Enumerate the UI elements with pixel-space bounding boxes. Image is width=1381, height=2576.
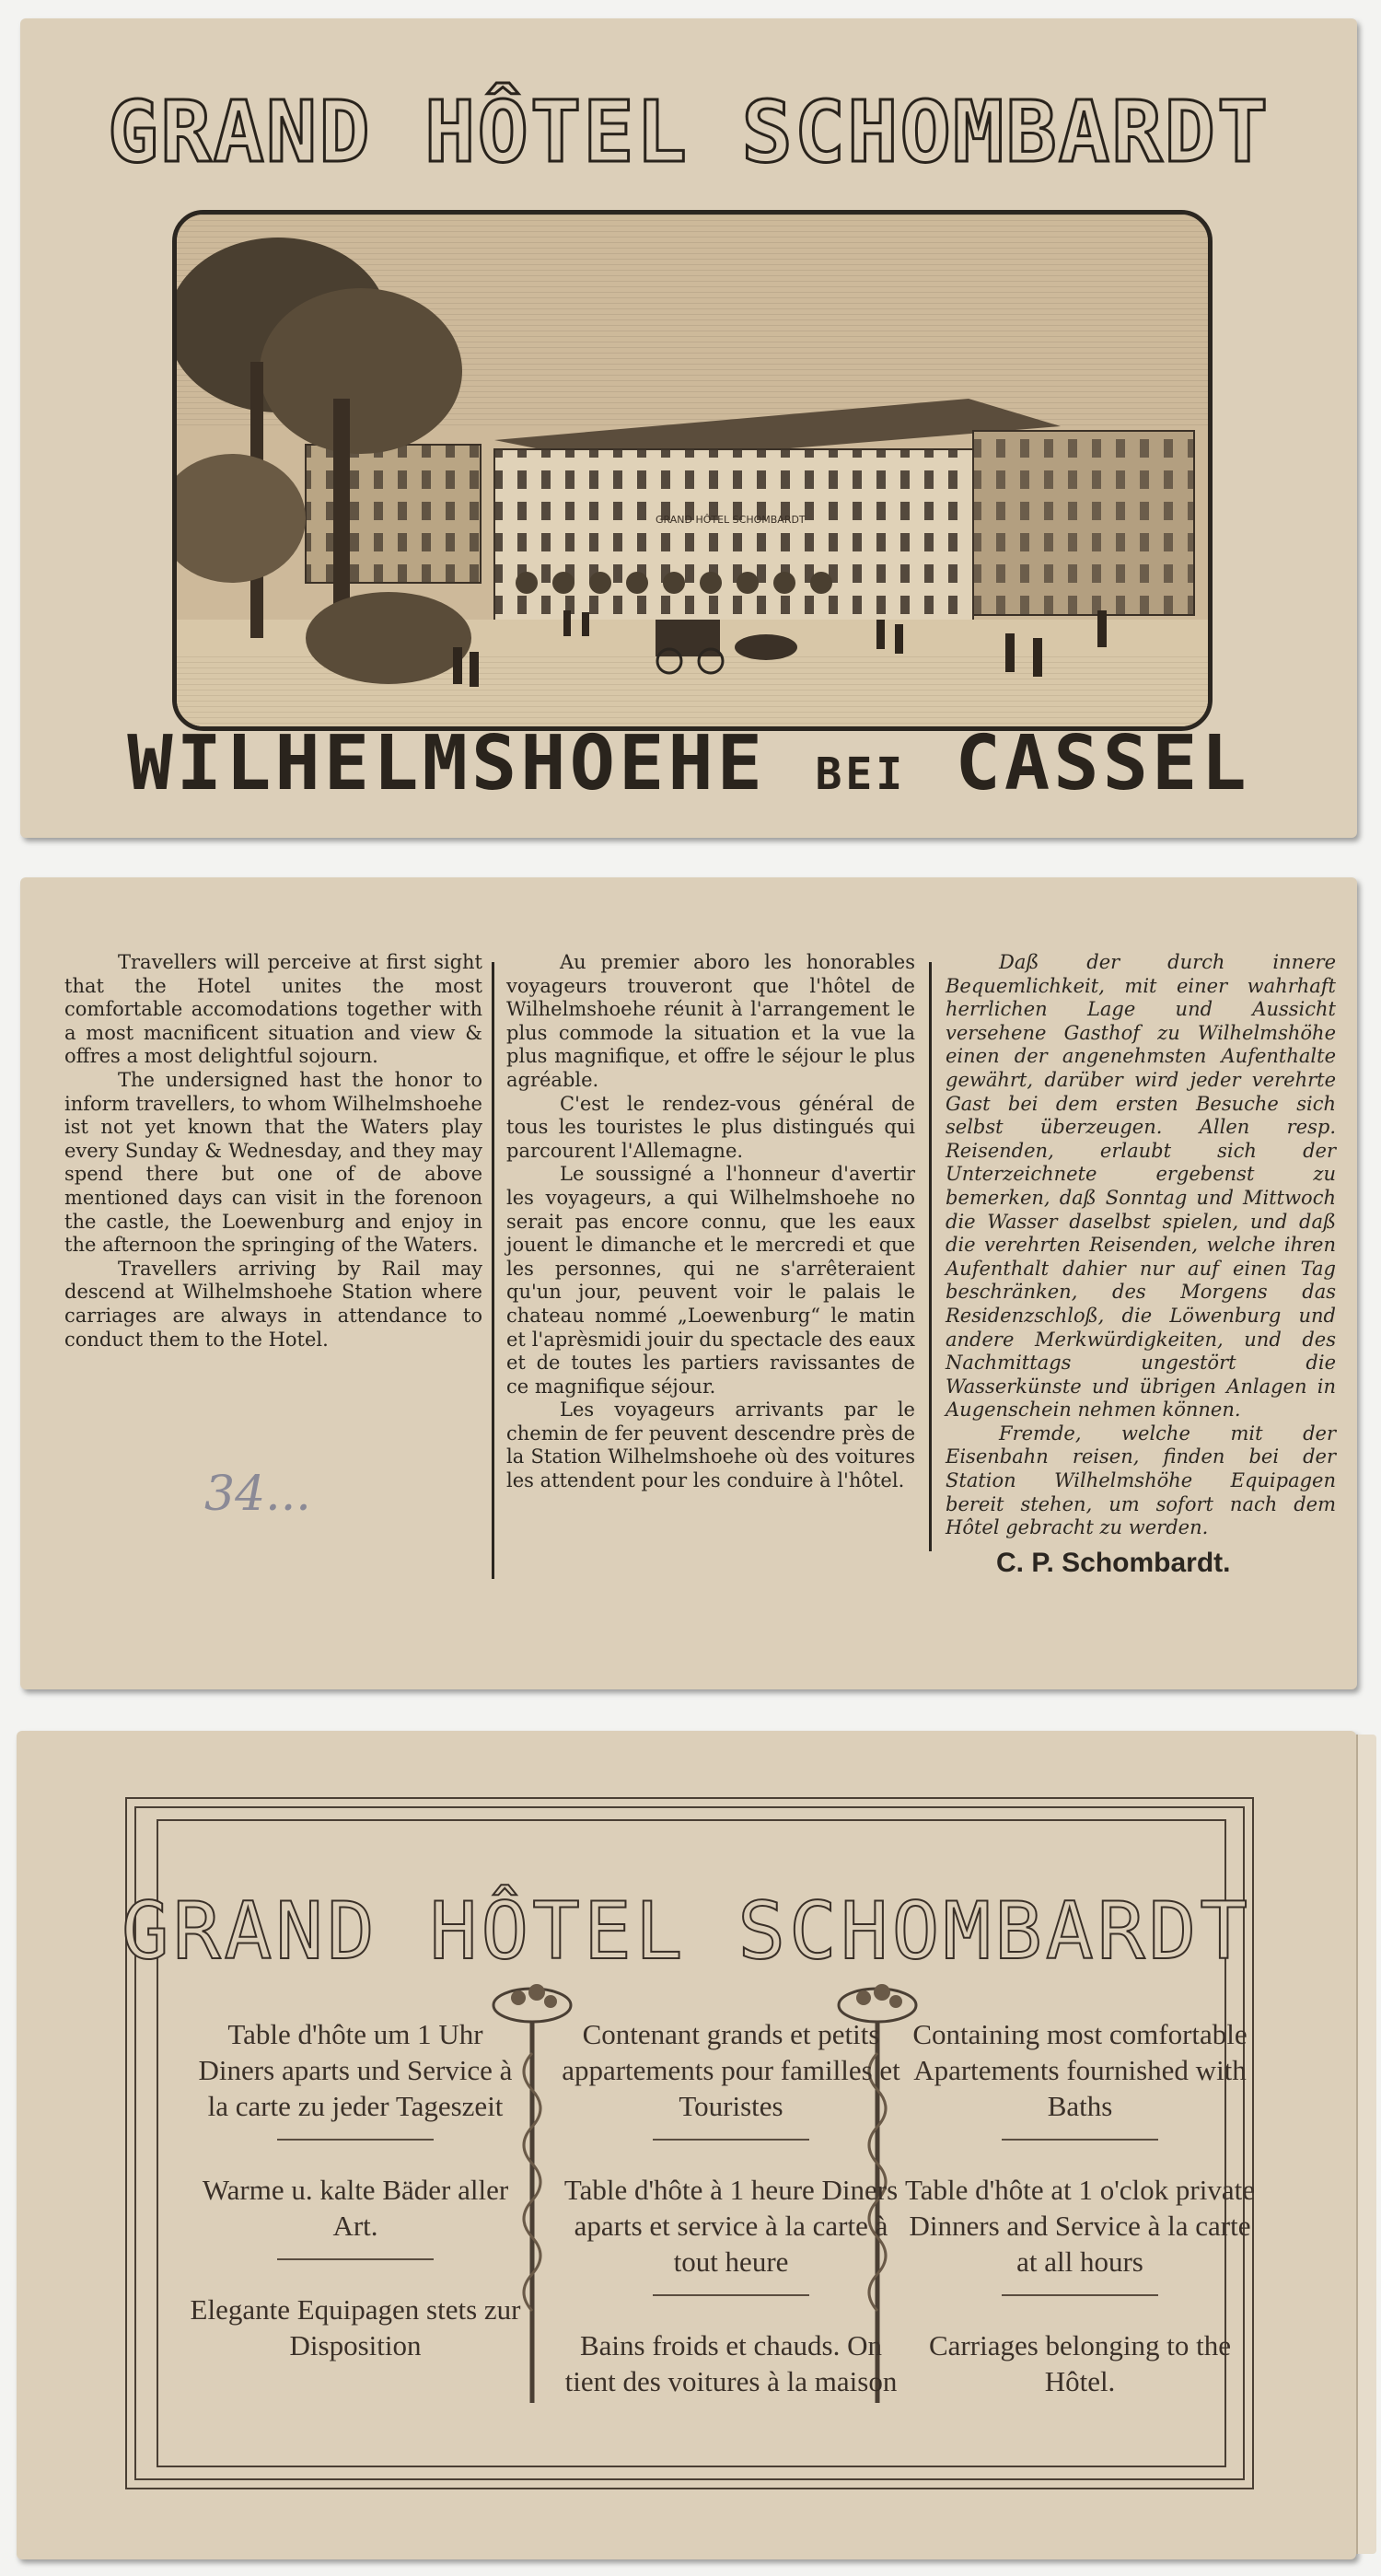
service-block: Table d'hôte at 1 o'clok private Dinners and Service à la carte at all hours xyxy=(904,2174,1255,2278)
divider xyxy=(1002,2294,1158,2296)
hotel-title: GRAND HÔTEL SCHOMBARDT xyxy=(107,83,1271,181)
english-paragraph: Travellers arriving by Rail may descend at Wilhelmshoehe Station where carriages are always in attendance to conduct them to the Hotel. xyxy=(64,1257,482,1351)
location-preposition: BEI xyxy=(815,748,907,800)
divider xyxy=(653,2139,809,2141)
service-block: Containing most comfortable Apartements fournished with Baths xyxy=(912,2018,1248,2122)
english-paragraph: The undersigned hast the honor to inform travellers, to whom Wilhelmshoehe ist not yet known that the Waters play every Sunday & Wednesday, and they may spend there but one of de above mentioned days can visit in the forenoon the castle, the Loewenburg and enjoy in the afternoon the springing of the Waters. xyxy=(64,1068,482,1257)
service-block: Table d'hôte à 1 heure Diners aparts et service à la carte à tout heure xyxy=(563,2174,899,2278)
hotel-engraving xyxy=(172,210,1213,731)
divider xyxy=(277,2139,434,2141)
english-paragraph: Travellers will perceive at first sight that the Hotel unites the most comfortable accomodations together with a most macnificent situation and view & offres a most delightful sojourn. xyxy=(64,951,482,1068)
column-divider xyxy=(929,962,932,1551)
english-column xyxy=(64,951,482,1352)
handwritten-note: 34... xyxy=(204,1467,311,1522)
service-block: Elegante Equipagen stets zur Disposition xyxy=(190,2293,521,2361)
service-block: Warme u. kalte Bäder aller Art. xyxy=(202,2174,509,2242)
divider xyxy=(277,2258,434,2260)
service-block: Contenant grands et petits appartements pour familles et Touristes xyxy=(562,2018,900,2122)
column-divider xyxy=(492,962,494,1579)
service-block: Table d'hôte um 1 Uhr Diners aparts und Service à la carte zu jeder Tageszeit xyxy=(198,2018,513,2122)
french-paragraph: Les voyageurs arrivants par le chemin de fer peuvent descendre près de la Station Wilhelmshoehe où des voitures les attendent pour les conduire à l'hôtel. xyxy=(506,1398,915,1492)
divider xyxy=(1002,2139,1158,2141)
text-card xyxy=(20,877,1357,1689)
building-sign: GRAND HÔTEL SCHOMBARDT xyxy=(656,514,806,526)
front-card xyxy=(20,18,1357,838)
folded-card-edge xyxy=(1356,1735,1376,2554)
german-paragraph: Fremde, welche mit der Eisenbahn reisen, finden bei der Station Wilhelmshöhe Equipagen bereit stehen, um sofort nach dem Hôtel gebracht zu werden. xyxy=(946,1421,1336,1539)
french-column xyxy=(506,951,915,1493)
german-paragraph: Daß der durch innere Bequemlichkeit, mit einer wahrhaft herrlichen Lage und Aussicht versehene Gasthof zu Wilhelmshöhe einen der angenehmsten Aufenthalte gewährt, darüber wird jeder verehrte Gast bei dem ersten Besuche sich selbst überzeugen. Allen resp. Reisenden, erlaubt sich der Unterzeichnete ergebenst zu bemerken, daß Sonntag und Mittwoch die Wasser daselbst spielen, und daß die verehrten Reisenden, welche ihren Aufenthalt dahier nur auf einen Tag beschränken, des Morgens das Residenzschloß, die Löwenburg und andere Merkwürdigkeiten, und des Nachmittags ungestört die Wasserkünste und übrigen Anlagen in Augenschein nehmen können. xyxy=(946,951,1336,1421)
location-region: CASSEL xyxy=(955,720,1250,807)
english-services-column xyxy=(900,2016,1259,2438)
hotel-engraving-illustration xyxy=(177,215,1208,726)
service-block: Carriages belonging to the Hôtel. xyxy=(929,2329,1231,2397)
services-title: GRAND HÔTEL SCHOMBARDT xyxy=(121,1886,1252,1978)
services-card xyxy=(17,1731,1356,2559)
divider xyxy=(653,2294,809,2296)
german-column xyxy=(946,951,1336,1540)
service-block: Bains froids et chauds. On tient des voitures à la maison xyxy=(564,2329,898,2397)
french-paragraph: Au premier aboro les honorables voyageurs trouveront que l'hôtel de Wilhelmshoehe réunit à l'arrangement le plus commode la situation et la vue la plus magnifique, et offre le séjour le plus agréable. xyxy=(506,951,915,1091)
location-city: WILHELMSHOEHE xyxy=(127,720,767,807)
french-services-column xyxy=(556,2016,906,2438)
french-paragraph: C'est le rendez-vous général de tous les touristes le plus distingués qui parcourent l'Allemagne. xyxy=(506,1092,915,1162)
signature: C. P. Schombardt. xyxy=(996,1548,1231,1578)
location-title xyxy=(20,720,1357,807)
french-paragraph: Le soussigné a l'honneur d'avertir les voyageurs, a qui Wilhelmshoehe no serait pas encore connu, que les eaux jouent le dimanche et le mercredi et que les personnes, qui ne s'arrêteraient qu'un jour, peuvent voir le palais le chateau nommé „Loewenburg“ le matin et l'aprèsmidi jouir du spectacle des eaux et de toutes les partiers ravissantes de ce magnifique séjour. xyxy=(506,1163,915,1398)
german-services-column xyxy=(190,2016,521,2402)
